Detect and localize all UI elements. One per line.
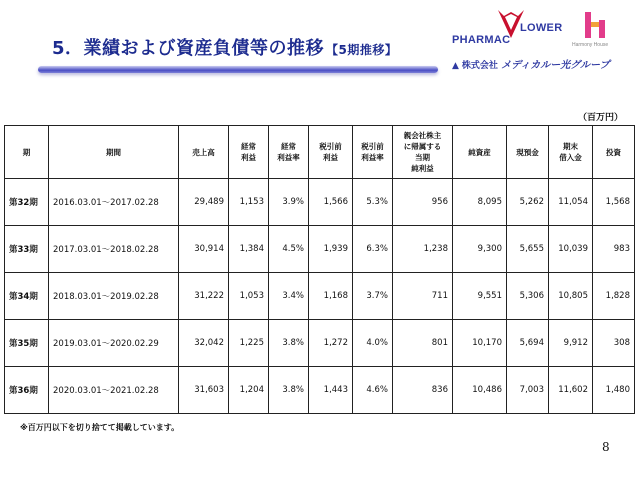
value-cell: 1,939 (309, 226, 353, 273)
period-id-cell: 第35期 (5, 320, 49, 367)
financial-table (4, 125, 635, 414)
table-header-cell: 税引前 利益率 (353, 126, 393, 179)
footnote: ※百万円以下を切り捨てて掲載しています。 (20, 423, 180, 432)
value-cell: 1,828 (593, 273, 635, 320)
value-cell: 3.9% (269, 179, 309, 226)
period-id-cell: 第32期 (5, 179, 49, 226)
period-id-cell: 第34期 (5, 273, 49, 320)
value-cell: 5.3% (353, 179, 393, 226)
value-cell: 1,384 (229, 226, 269, 273)
table-header-cell: 売上高 (179, 126, 229, 179)
table-row (5, 367, 635, 414)
value-cell: 1,225 (229, 320, 269, 367)
logo-lower-text: LOWER (520, 22, 563, 34)
table-row (5, 320, 635, 367)
value-cell: 9,551 (453, 273, 507, 320)
value-cell: 1,566 (309, 179, 353, 226)
value-cell: 1,168 (309, 273, 353, 320)
period-range-cell: 2017.03.01～2018.02.28 (49, 226, 179, 273)
value-cell: 10,486 (453, 367, 507, 414)
table-header-cell: 親会社株主 に帰属する 当期 純利益 (393, 126, 453, 179)
logo-company-suffix: グループ (570, 60, 610, 71)
table-header-cell: 現預金 (507, 126, 549, 179)
value-cell: 10,170 (453, 320, 507, 367)
table-header-cell: 経常 利益率 (269, 126, 309, 179)
value-cell: 836 (393, 367, 453, 414)
table-header-cell: 期間 (49, 126, 179, 179)
value-cell: 6.3% (353, 226, 393, 273)
slide-title (52, 34, 397, 60)
slide-title-main: 5．業績および資産負債等の推移 (52, 38, 325, 59)
value-cell: 5,262 (507, 179, 549, 226)
value-cell: 1,153 (229, 179, 269, 226)
value-cell: 3.7% (353, 273, 393, 320)
unit-label: （百万円） (578, 113, 624, 123)
value-cell: 1,272 (309, 320, 353, 367)
logo-pharmac-text: PHARMAC (452, 34, 511, 46)
logo-company-prefix: 株式会社 (461, 61, 498, 71)
logo-harmony-house-text: Harmony House (572, 42, 609, 48)
value-cell: 1,238 (393, 226, 453, 273)
value-cell: 9,912 (549, 320, 593, 367)
table-header-row (5, 126, 635, 179)
value-cell: 30,914 (179, 226, 229, 273)
table-header-cell: 経常 利益 (229, 126, 269, 179)
table-header-cell: 期末 借入金 (549, 126, 593, 179)
value-cell: 956 (393, 179, 453, 226)
value-cell: 801 (393, 320, 453, 367)
value-cell: 4.6% (353, 367, 393, 414)
value-cell: 1,443 (309, 367, 353, 414)
value-cell: 11,602 (549, 367, 593, 414)
value-cell: 3.8% (269, 367, 309, 414)
table-header-cell: 純資産 (453, 126, 507, 179)
value-cell: 3.4% (269, 273, 309, 320)
slide-title-sub: 【5期推移】 (326, 43, 398, 57)
table-row (5, 179, 635, 226)
value-cell: 5,655 (507, 226, 549, 273)
table-header-cell: 投資 (593, 126, 635, 179)
value-cell: 5,694 (507, 320, 549, 367)
table-row (5, 226, 635, 273)
value-cell: 1,480 (593, 367, 635, 414)
page-number: 8 (602, 440, 610, 454)
value-cell: 983 (593, 226, 635, 273)
value-cell: 4.5% (269, 226, 309, 273)
value-cell: 32,042 (179, 320, 229, 367)
value-cell: 10,805 (549, 273, 593, 320)
title-underline-bar (38, 66, 438, 73)
value-cell: 4.0% (353, 320, 393, 367)
value-cell: 29,489 (179, 179, 229, 226)
period-range-cell: 2020.03.01～2021.02.28 (49, 367, 179, 414)
table-header-cell: 税引前 利益 (309, 126, 353, 179)
value-cell: 31,603 (179, 367, 229, 414)
value-cell: 1,053 (229, 273, 269, 320)
value-cell: 10,039 (549, 226, 593, 273)
value-cell: 711 (393, 273, 453, 320)
period-id-cell: 第33期 (5, 226, 49, 273)
value-cell: 8,095 (453, 179, 507, 226)
value-cell: 11,054 (549, 179, 593, 226)
value-cell: 31,222 (179, 273, 229, 320)
value-cell: 9,300 (453, 226, 507, 273)
harmony-house-logo-icon (580, 8, 610, 42)
value-cell: 1,204 (229, 367, 269, 414)
value-cell: 308 (593, 320, 635, 367)
company-logos (452, 4, 632, 74)
table-row (5, 273, 635, 320)
period-range-cell: 2016.03.01～2017.02.28 (49, 179, 179, 226)
period-range-cell: 2019.03.01～2020.02.29 (49, 320, 179, 367)
value-cell: 3.8% (269, 320, 309, 367)
value-cell: 1,568 (593, 179, 635, 226)
value-cell: 7,003 (507, 367, 549, 414)
table-header-cell: 期 (5, 126, 49, 179)
logo-company-name: メディカルー光 (501, 60, 571, 71)
table-body (5, 179, 635, 414)
period-range-cell: 2018.03.01～2019.02.28 (49, 273, 179, 320)
medical-ikkou-logo (452, 56, 609, 71)
medical-ikkou-mark-icon: ▲ (452, 61, 459, 71)
value-cell: 5,306 (507, 273, 549, 320)
period-id-cell: 第36期 (5, 367, 49, 414)
